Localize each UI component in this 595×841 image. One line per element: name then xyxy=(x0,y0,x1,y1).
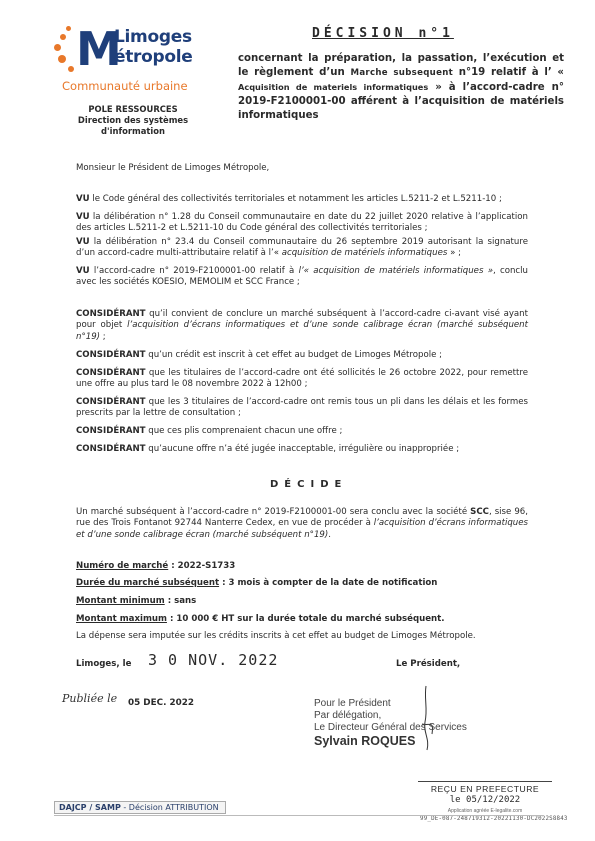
decision-paragraph xyxy=(76,507,528,541)
subject-text: concernant la préparation, la passation, l’exécution et le règlement d’un xyxy=(238,53,564,78)
vu-italic: acquisition de matériels informatiques xyxy=(281,248,448,259)
duree-value: : 3 mois à compter de la date de notification xyxy=(219,578,438,588)
stamp-title: REÇU EN PREFECTURE xyxy=(430,784,540,794)
considerant-label: CONSIDÉRANT xyxy=(76,350,146,360)
subject-smallcaps: Acquisition de materiels informatiques xyxy=(238,82,429,92)
considerant-text: que les titulaires de l’accord-cadre ont été sollicités le 26 octobre 2022, pour remettre une offre au plus tard le 08 novembre 2022 à 12h00 ; xyxy=(76,368,528,390)
vu-text: » ; xyxy=(447,248,461,259)
vu-text: le Code général des collectivités territoriales et notamment les articles L.5211-2 et L.5211-10 ; xyxy=(89,194,502,204)
department-block xyxy=(58,104,208,137)
considerant-6 xyxy=(76,444,528,455)
considerant-1 xyxy=(76,309,528,343)
logo-initial: M xyxy=(76,22,122,76)
considerant-text: ; xyxy=(100,331,106,342)
numero-value: : 2022-S1733 xyxy=(168,561,236,571)
considerant-text: que ces plis comprenaient chacun une offre ; xyxy=(145,426,343,436)
department-line1: POLE RESSOURCES xyxy=(88,104,178,114)
acte-reference: 99_DE-087-248719312-20221130-DC2022S8843 xyxy=(420,816,568,822)
subject-smallcaps: Marche subsequent xyxy=(350,68,454,78)
considerant-label: CONSIDÉRANT xyxy=(76,444,146,454)
considerant-text: qu’il convient de conclure un marché subséquent à l’accord-cadre ci-avant visé ayant pour objet xyxy=(76,309,528,331)
considerant-label: CONSIDÉRANT xyxy=(76,368,146,378)
minimum-label: Montant minimum xyxy=(76,596,165,606)
delegation-block xyxy=(314,698,494,748)
footer-label xyxy=(54,801,226,814)
prefecture-stamp xyxy=(418,781,552,813)
vu-italic: l’« acquisition de matériels informatiques » xyxy=(298,266,494,276)
place-label: Limoges, le xyxy=(76,659,132,669)
considerant-3 xyxy=(76,368,528,391)
salutation: Monsieur le Président de Limoges Métropole, xyxy=(76,163,270,173)
subject-text: n°19 relatif à l’ « xyxy=(453,67,565,78)
vu-4 xyxy=(76,266,528,289)
date-stamp: 3 0 NOV. 2022 xyxy=(148,651,279,669)
considerant-text: qu’aucune offre n’a été jugée inacceptable, irrégulière ou inappropriée ; xyxy=(145,444,460,454)
decision-italic: l’acquisition d’écrans informatiques et d’une sonde calibrage écran (marché subséquent n°19) xyxy=(76,518,528,540)
numero-label: Numéro de marché xyxy=(76,561,169,571)
considerant-italic: l’acquisition d’écrans informatiques et d’une sonde calibrage écran (marché subséquent n°19) xyxy=(76,320,528,342)
decide-heading: DÉCIDE xyxy=(270,479,348,490)
decision-subject xyxy=(238,52,564,123)
vu-text: la délibération n° 23.4 du Conseil communautaire du 26 septembre 2019 autorisant la signature d’un accord-cadre multi-attributaire relatif à l’« xyxy=(76,237,528,259)
maximum-value: : 10 000 € HT sur la durée totale du marché subséquent. xyxy=(166,614,445,624)
decision-text: , sise 96, rue des Trois Fontanot 92744 Nanterre Cedex, en vue de procéder à xyxy=(76,507,528,529)
logo-dot xyxy=(54,44,61,51)
stamp-date: le 05/12/2022 xyxy=(449,795,521,805)
considerant-2 xyxy=(76,350,528,361)
considerant-4 xyxy=(76,397,528,420)
logo-dot xyxy=(66,26,71,31)
signatory-name: Sylvain ROQUES xyxy=(314,734,416,748)
duree-marche xyxy=(76,578,528,589)
considerant-text: que les 3 titulaires de l’accord-cadre ont remis tous un pli dans les délais et les formes prescrits par la lettre de consultation ; xyxy=(76,397,528,419)
logo-dot xyxy=(68,66,74,72)
vu-3 xyxy=(76,237,528,260)
vu-text: , conclu avec les sociétés KOESIO, MEMOLIM et SCC France ; xyxy=(76,266,528,288)
decision-title: DÉCISION n°1 xyxy=(312,26,454,41)
minimum-value: : sans xyxy=(164,596,197,606)
vu-label: VU xyxy=(76,237,90,247)
footer-type: ATTRIBUTION xyxy=(165,803,219,812)
decision-text: . xyxy=(328,529,331,540)
company-name: SCC xyxy=(470,507,489,517)
footer-text: - Décision xyxy=(120,803,166,812)
montant-maximum xyxy=(76,614,528,625)
montant-minimum xyxy=(76,596,528,607)
stamp-note: Application agréée E-legalite.com xyxy=(447,808,523,814)
maximum-label: Montant maximum xyxy=(76,614,167,624)
vu-text: la délibération n° 1.28 du Conseil communautaire en date du 22 juillet 2020 relative à l’application des articles L.5211-2 et L.5211-10 du Code général des collectivités territoriales ; xyxy=(76,212,528,234)
president-label: Le Président, xyxy=(396,659,461,669)
footer-service: DAJCP / SAMP xyxy=(59,803,121,812)
delegation-line3: Le Directeur Général des Services xyxy=(314,722,467,733)
considerant-text: qu’un crédit est inscrit à cet effet au budget de Limoges Métropole ; xyxy=(145,350,443,360)
logo-word-metropole: étropole xyxy=(114,47,193,67)
logo-tagline: Communauté urbaine xyxy=(62,79,188,93)
logo-dot xyxy=(60,34,66,40)
subject-text: » à l’accord-cadre n° 2019-F2100001-00 afférent à l’acquisition de matériels informatiques xyxy=(238,82,564,121)
considerant-5 xyxy=(76,426,528,437)
limoges-metropole-logo xyxy=(52,22,202,100)
duree-label: Durée du marché subséquent xyxy=(76,578,220,588)
vu-label: VU xyxy=(76,212,90,222)
logo-word-limoges: Limoges xyxy=(114,27,192,47)
vu-label: VU xyxy=(76,194,90,204)
numero-marche xyxy=(76,561,528,572)
considerant-label: CONSIDÉRANT xyxy=(76,426,146,436)
delegation-line2: Par délégation, xyxy=(314,710,382,721)
depense-line: La dépense sera imputée sur les crédits inscrits à cet effet au budget de Limoges Métropole. xyxy=(76,631,476,641)
published-handwritten: Publiée le xyxy=(62,692,118,705)
logo-dot xyxy=(58,55,66,63)
vu-label: VU xyxy=(76,266,90,276)
department-line2: Direction des systèmes xyxy=(77,115,189,125)
considerant-label: CONSIDÉRANT xyxy=(76,309,146,319)
vu-1 xyxy=(76,194,528,205)
decision-text: Un marché subséquent à l’accord-cadre n° 2019-F2100001-00 sera conclu avec la société xyxy=(76,507,471,517)
considerant-label: CONSIDÉRANT xyxy=(76,397,146,407)
department-line3: d'information xyxy=(101,126,165,136)
footer-divider xyxy=(54,815,544,816)
published-date: 05 DEC. 2022 xyxy=(128,698,194,708)
vu-text: l’accord-cadre n° 2019-F2100001-00 relatif à xyxy=(89,266,299,276)
delegation-line1: Pour le Président xyxy=(314,698,391,709)
vu-2 xyxy=(76,212,528,235)
